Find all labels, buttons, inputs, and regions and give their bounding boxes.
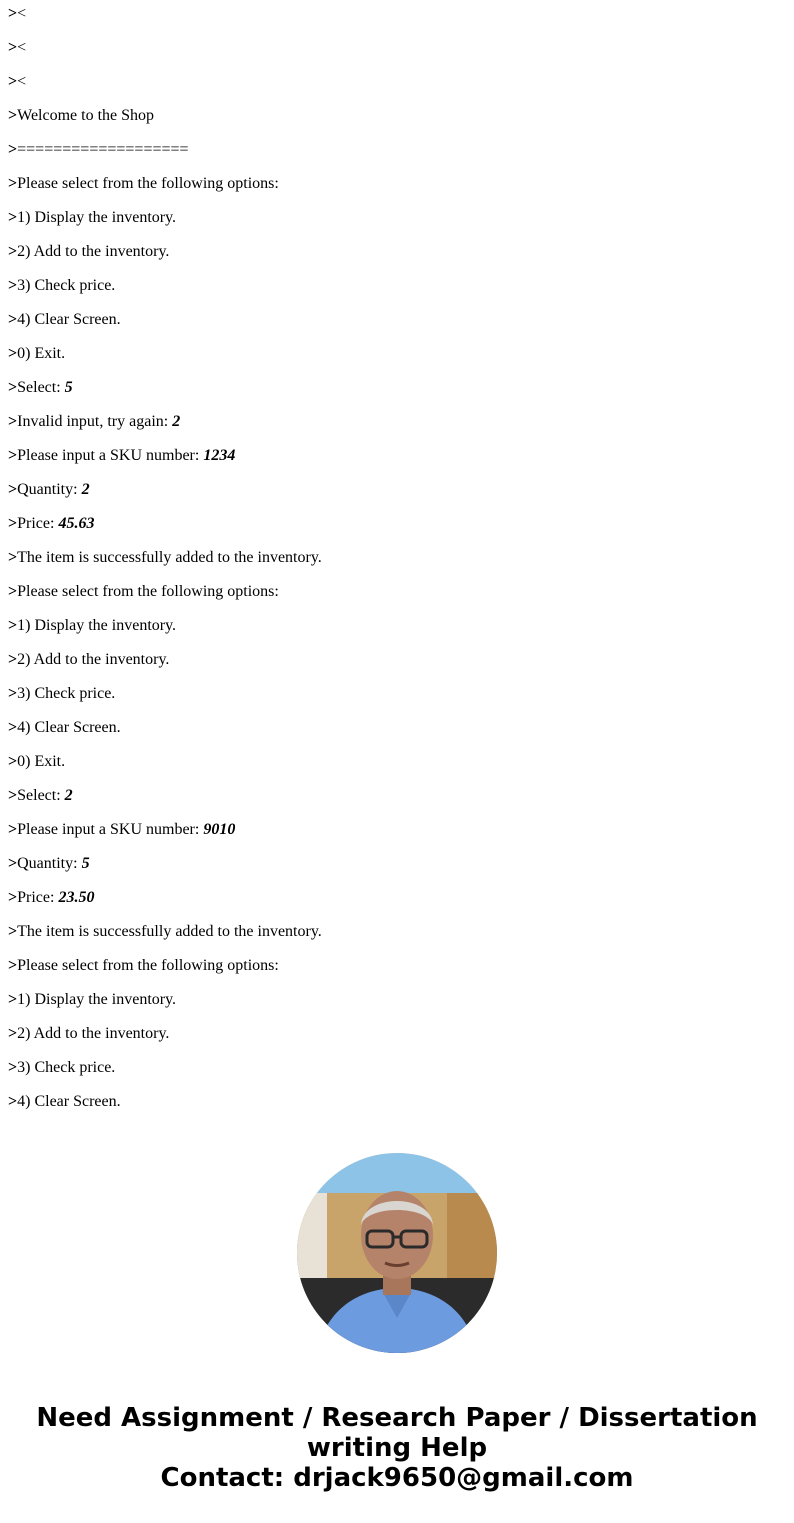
- console-transcript: [8, 4, 778, 1126]
- prompt-marker: >: [8, 583, 18, 600]
- console-line: [8, 344, 778, 378]
- user-input-value: 2: [81, 481, 90, 498]
- console-text: 0) Exit.: [17, 753, 66, 770]
- prompt-marker: >: [8, 481, 18, 498]
- console-text: <: [17, 73, 27, 90]
- prompt-marker: >: [8, 787, 18, 804]
- prompt-marker: >: [8, 685, 18, 702]
- prompt-marker: >: [8, 107, 18, 124]
- prompt-marker: >: [8, 515, 18, 532]
- console-text: 3) Check price.: [17, 277, 116, 294]
- prompt-marker: >: [8, 379, 18, 396]
- console-text: Please select from the following options:: [17, 175, 279, 192]
- console-line: [8, 820, 778, 854]
- console-line: [8, 548, 778, 582]
- console-line: [8, 650, 778, 684]
- console-text: 4) Clear Screen.: [17, 719, 121, 736]
- console-line: [8, 1024, 778, 1058]
- user-input-value: 5: [64, 379, 73, 396]
- console-text: Quantity:: [17, 855, 82, 872]
- console-line: [8, 378, 778, 412]
- console-text: Please input a SKU number:: [17, 821, 204, 838]
- console-text: ===================: [17, 141, 189, 158]
- console-text: <: [17, 5, 27, 22]
- console-text: The item is successfully added to the inventory.: [17, 549, 322, 566]
- prompt-marker: >: [8, 821, 18, 838]
- prompt-marker: >: [8, 209, 18, 226]
- console-line: [8, 684, 778, 718]
- prompt-marker: >: [8, 753, 18, 770]
- console-line: [8, 1092, 778, 1126]
- promo-contact-text: Contact: drjack9650@gmail.com: [160, 1463, 634, 1493]
- user-input-value: 2: [64, 787, 73, 804]
- console-line: [8, 480, 778, 514]
- prompt-marker: >: [8, 175, 18, 192]
- portrait-image: [297, 1153, 497, 1353]
- prompt-marker: >: [8, 855, 18, 872]
- console-text: 1) Display the inventory.: [17, 209, 177, 226]
- prompt-marker: >: [8, 311, 18, 328]
- prompt-marker: >: [8, 243, 18, 260]
- prompt-marker: >: [8, 889, 18, 906]
- prompt-marker: >: [8, 73, 18, 90]
- prompt-marker: >: [8, 277, 18, 294]
- console-text: 0) Exit.: [17, 345, 66, 362]
- console-line: [8, 786, 778, 820]
- console-text: The item is successfully added to the inventory.: [17, 923, 322, 940]
- prompt-marker: >: [8, 549, 18, 566]
- prompt-marker: >: [8, 5, 18, 22]
- console-line: [8, 1058, 778, 1092]
- console-text: Invalid input, try again:: [17, 413, 173, 430]
- prompt-marker: >: [8, 447, 18, 464]
- console-text: Select:: [17, 787, 65, 804]
- console-line: [8, 412, 778, 446]
- prompt-marker: >: [8, 991, 18, 1008]
- prompt-marker: >: [8, 1093, 18, 1110]
- console-line: [8, 242, 778, 276]
- console-text: 4) Clear Screen.: [17, 1093, 121, 1110]
- prompt-marker: >: [8, 39, 18, 56]
- console-line: [8, 276, 778, 310]
- console-line: [8, 174, 778, 208]
- console-line: [8, 582, 778, 616]
- user-input-value: 45.63: [58, 515, 95, 532]
- console-text: 4) Clear Screen.: [17, 311, 121, 328]
- console-text: <: [17, 39, 27, 56]
- console-line: [8, 718, 778, 752]
- prompt-marker: >: [8, 345, 18, 362]
- console-line: [8, 310, 778, 344]
- prompt-marker: >: [8, 651, 18, 668]
- console-line: [8, 208, 778, 242]
- prompt-marker: >: [8, 957, 18, 974]
- console-text: 2) Add to the inventory.: [17, 1025, 170, 1042]
- promo-help-text: Need Assignment / Research Paper / Dissertation writing Help: [36, 1403, 758, 1463]
- console-line: [8, 854, 778, 888]
- user-input-value: 23.50: [58, 889, 95, 906]
- console-line: [8, 922, 778, 956]
- prompt-marker: >: [8, 719, 18, 736]
- author-photo: [297, 1153, 497, 1353]
- console-line: [8, 140, 778, 174]
- prompt-marker: >: [8, 1059, 18, 1076]
- console-text: Select:: [17, 379, 65, 396]
- console-line: [8, 888, 778, 922]
- prompt-marker: >: [8, 413, 18, 430]
- console-line: [8, 514, 778, 548]
- user-input-value: 2: [172, 413, 181, 430]
- console-line: [8, 106, 778, 140]
- user-input-value: 5: [81, 855, 90, 872]
- console-text: 2) Add to the inventory.: [17, 243, 170, 260]
- prompt-marker: >: [8, 923, 18, 940]
- console-text: Please input a SKU number:: [17, 447, 204, 464]
- console-text: Price:: [17, 515, 59, 532]
- console-line: [8, 616, 778, 650]
- console-text: Please select from the following options:: [17, 957, 279, 974]
- console-text: 3) Check price.: [17, 685, 116, 702]
- console-line: [8, 38, 778, 72]
- prompt-marker: >: [8, 141, 18, 158]
- console-text: 1) Display the inventory.: [17, 617, 177, 634]
- console-text: Price:: [17, 889, 59, 906]
- console-text: Welcome to the Shop: [17, 107, 155, 124]
- console-line: [8, 752, 778, 786]
- console-text: Please select from the following options:: [17, 583, 279, 600]
- console-text: Quantity:: [17, 481, 82, 498]
- console-text: 2) Add to the inventory.: [17, 651, 170, 668]
- user-input-value: 1234: [203, 447, 236, 464]
- prompt-marker: >: [8, 617, 18, 634]
- prompt-marker: >: [8, 1025, 18, 1042]
- console-line: [8, 956, 778, 990]
- user-input-value: 9010: [203, 821, 236, 838]
- console-text: 1) Display the inventory.: [17, 991, 177, 1008]
- promo-banner: [0, 1403, 794, 1493]
- console-line: [8, 990, 778, 1024]
- console-text: 3) Check price.: [17, 1059, 116, 1076]
- console-line: [8, 72, 778, 106]
- console-line: [8, 4, 778, 38]
- console-line: [8, 446, 778, 480]
